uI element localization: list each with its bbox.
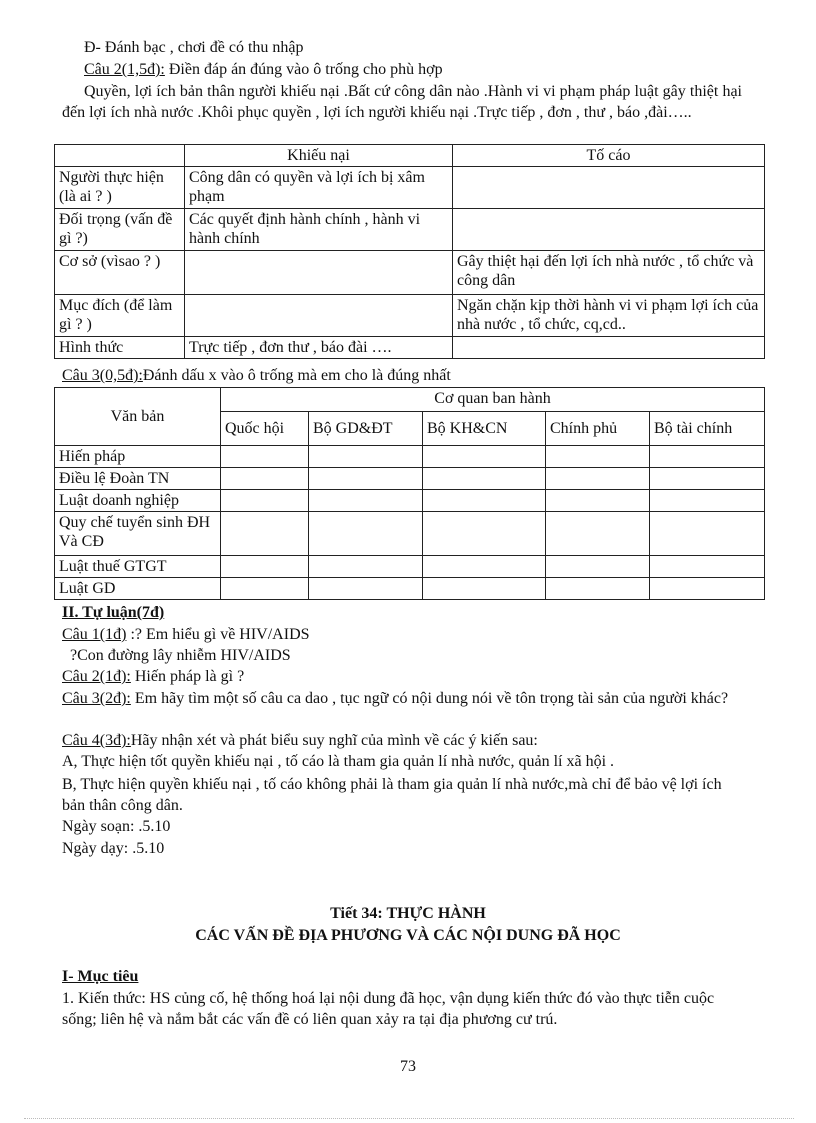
essay-q1-text: :? Em hiểu gì về HIV/AIDS	[126, 626, 310, 643]
table1-header-khieu-nai: Khiếu nại	[185, 145, 453, 167]
row-label: Luật thuế GTGT	[55, 556, 221, 578]
complaint-denunciation-table	[54, 144, 765, 359]
checkbox-cell[interactable]	[309, 512, 423, 556]
question-3-label: Câu 3(0,5đ):	[62, 367, 143, 384]
ngay-day: Ngày dạy: .5.10	[62, 840, 165, 857]
opinion-a: A, Thực hiện tốt quyền khiếu nại , tố cáo là tham gia quản lí nhà nước, quản lí xã hội .	[62, 753, 615, 770]
checkbox-cell[interactable]	[423, 556, 546, 578]
table-cell: Công dân có quyền và lợi ích bị xâm phạm	[185, 167, 453, 209]
issuing-agency-table	[54, 387, 765, 600]
table-cell	[453, 167, 765, 209]
table2-group-header: Cơ quan ban hành	[221, 388, 765, 412]
checkbox-cell[interactable]	[221, 490, 309, 512]
essay-q2-label: Câu 2(1đ):	[62, 668, 131, 685]
table-cell: Trực tiếp , đơn thư , báo đài ….	[185, 337, 453, 359]
checkbox-cell[interactable]	[221, 512, 309, 556]
row-label: Luật doanh nghiệp	[55, 490, 221, 512]
essay-q4-text: Hãy nhận xét và phát biểu suy nghĩ của mình về các ý kiến sau:	[130, 732, 538, 749]
checkbox-cell[interactable]	[221, 468, 309, 490]
checkbox-cell[interactable]	[309, 490, 423, 512]
checkbox-cell[interactable]	[650, 578, 765, 600]
table-cell	[453, 209, 765, 251]
column-header-chinh-phu: Chính phủ	[546, 412, 650, 446]
checkbox-cell[interactable]	[221, 578, 309, 600]
lesson-title: Tiết 34: THỰC HÀNH	[330, 905, 486, 922]
essay-q1-line	[62, 625, 310, 645]
checkbox-cell[interactable]	[221, 556, 309, 578]
checkbox-cell[interactable]	[546, 490, 650, 512]
question-2-line	[84, 60, 443, 80]
question-3-line	[62, 366, 451, 386]
checkbox-cell[interactable]	[650, 512, 765, 556]
essay-q3-text: Em hãy tìm một số câu ca dao , tục ngữ có nội dung nói về tôn trọng tài sản của người khác?	[130, 690, 729, 707]
table2-corner-header: Văn bản	[55, 388, 221, 446]
table-cell	[185, 251, 453, 295]
checkbox-cell[interactable]	[650, 446, 765, 468]
table-cell: Hình thức	[55, 337, 185, 359]
answer-choices-paragraph: Quyền, lợi ích bản thân người khiếu nại .Bất cứ công dân nào .Hành vi vi phạm pháp luật gây thiệt hại đến lợi ích nhà nước .Khôi phục quyền , lợi ích người khiếu nại .Trực tiếp , đơn , thư , báo ,đài…..	[62, 83, 742, 121]
checkbox-cell[interactable]	[650, 468, 765, 490]
table-cell: Ngăn chặn kịp thời hành vi vi phạm lợi ích của nhà nước , tổ chức, cq,cd..	[453, 295, 765, 337]
page-number: 73	[400, 1058, 416, 1075]
essay-q1-label: Câu 1(1đ)	[62, 626, 127, 643]
table1-header-to-cao: Tố cáo	[453, 145, 765, 167]
essay-q2-line	[62, 667, 244, 687]
checkbox-cell[interactable]	[546, 578, 650, 600]
checkbox-cell[interactable]	[221, 446, 309, 468]
checkbox-cell[interactable]	[423, 512, 546, 556]
essay-q4-line	[62, 731, 538, 751]
option-d-line: Đ- Đánh bạc , chơi đề có thu nhập	[84, 39, 304, 56]
opinion-b: B, Thực hiện quyền khiếu nại , tố cáo không phải là tham gia quản lí nhà nước,mà chỉ để bảo vệ lợi ích bản thân công dân.	[62, 776, 722, 814]
knowledge-paragraph: 1. Kiến thức: HS củng cố, hệ thống hoá lại nội dung đã học, vận dụng kiến thức đó vào thực tiễn cuộc sống; liên hệ và nắm bắt các vấn đề có liên quan xảy ra tại địa phương cư trú.	[62, 990, 715, 1028]
row-label: Hiến pháp	[55, 446, 221, 468]
checkbox-cell[interactable]	[423, 446, 546, 468]
table-cell: Cơ sở (vìsao ? )	[55, 251, 185, 295]
column-header-bo-gddt: Bộ GD&ĐT	[309, 412, 423, 446]
question-2-text: Điền đáp án đúng vào ô trống cho phù hợp	[164, 61, 443, 78]
essay-q1-line2: ?Con đường lây nhiễm HIV/AIDS	[70, 647, 291, 664]
table1-header-empty	[55, 145, 185, 167]
checkbox-cell[interactable]	[423, 490, 546, 512]
table-cell	[185, 295, 453, 337]
row-label: Luật GD	[55, 578, 221, 600]
checkbox-cell[interactable]	[650, 490, 765, 512]
essay-q3-paragraph	[62, 688, 742, 709]
table-cell: Người thực hiện (là ai ? )	[55, 167, 185, 209]
table-cell	[453, 337, 765, 359]
checkbox-cell[interactable]	[546, 512, 650, 556]
checkbox-cell[interactable]	[309, 468, 423, 490]
column-header-bo-khcn: Bộ KH&CN	[423, 412, 546, 446]
row-label: Quy chế tuyển sinh ĐH Và CĐ	[55, 512, 221, 556]
essay-q2-text: Hiến pháp là gì ?	[130, 668, 245, 685]
objectives-heading: I- Mục tiêu	[62, 968, 139, 985]
essay-q4-label: Câu 4(3đ):	[62, 732, 131, 749]
page-bottom-border	[24, 1118, 794, 1119]
question-2-label: Câu 2(1,5đ):	[84, 61, 165, 78]
checkbox-cell[interactable]	[309, 556, 423, 578]
table-cell: Gây thiệt hại đến lợi ích nhà nước , tổ chức và công dân	[453, 251, 765, 295]
checkbox-cell[interactable]	[423, 578, 546, 600]
lesson-subtitle: CÁC VẤN ĐỀ ĐỊA PHƯƠNG VÀ CÁC NỘI DUNG ĐÃ HỌC	[195, 927, 621, 944]
checkbox-cell[interactable]	[423, 468, 546, 490]
column-header-quoc-hoi: Quốc hội	[221, 412, 309, 446]
checkbox-cell[interactable]	[546, 446, 650, 468]
section-2-title: II. Tự luận(7đ)	[62, 604, 165, 621]
checkbox-cell[interactable]	[309, 578, 423, 600]
checkbox-cell[interactable]	[309, 446, 423, 468]
table-cell: Đối trọng (vấn đề gì ?)	[55, 209, 185, 251]
checkbox-cell[interactable]	[650, 556, 765, 578]
checkbox-cell[interactable]	[546, 556, 650, 578]
column-header-bo-tai-chinh: Bộ tài chính	[650, 412, 765, 446]
question-3-text: Đánh dấu x vào ô trống mà em cho là đúng nhất	[142, 367, 451, 384]
row-label: Điều lệ Đoàn TN	[55, 468, 221, 490]
ngay-soan: Ngày soạn: .5.10	[62, 818, 171, 835]
essay-q3-label: Câu 3(2đ):	[62, 690, 131, 707]
table-cell: Mục đích (để làm gì ? )	[55, 295, 185, 337]
table-cell: Các quyết định hành chính , hành vi hành chính	[185, 209, 453, 251]
checkbox-cell[interactable]	[546, 468, 650, 490]
